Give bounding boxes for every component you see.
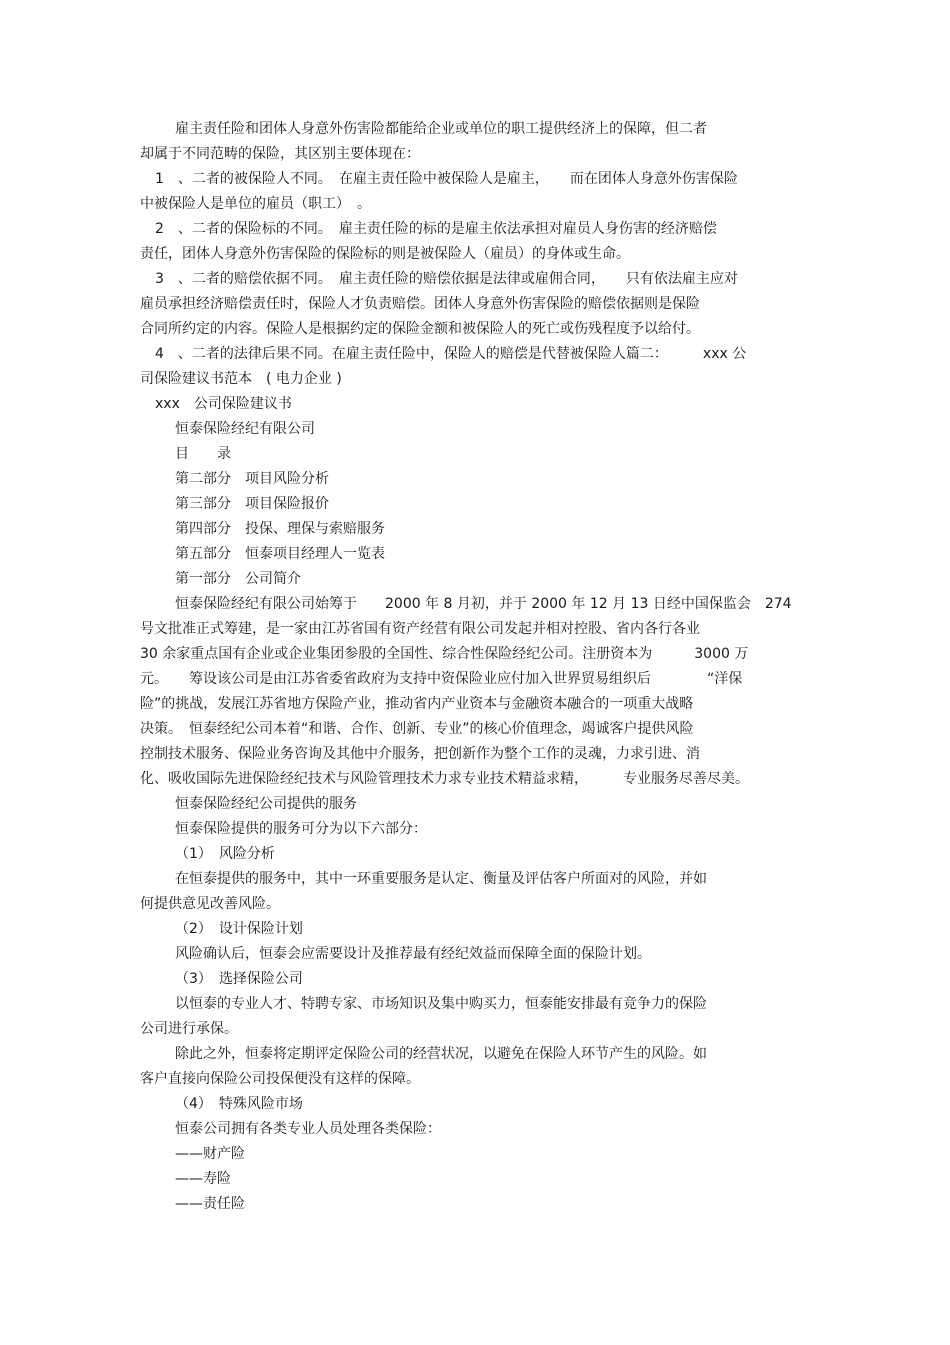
text-line: 雇员承担经济赔偿责任时，保险人才负责赔偿。团体人身意外伤害保险的赔偿依据则是保险	[140, 296, 700, 312]
text-line: 恒泰保险经纪有限公司	[175, 421, 315, 437]
text-line: 风险确认后，恒泰会应需要设计及推荐最有经纪效益而保障全面的保险计划。	[175, 946, 651, 962]
text-line: ——寿险	[175, 1171, 231, 1187]
text-line: （2） 设计保险计划	[175, 921, 303, 937]
text-line: 在恒泰提供的服务中，其中一环重要服务是认定、衡量及评估客户所面对的风险，并如	[175, 871, 707, 887]
text-line: 控制技术服务、保险业务咨询及其他中介服务，把创新作为整个工作的灵魂，力求引进、消	[140, 746, 700, 762]
text-line: 号文批准正式筹建，是一家由江苏省国有资产经营有限公司发起并相对控股、省内各行各业	[140, 621, 700, 637]
text-line: （4） 特殊风险市场	[175, 1096, 303, 1112]
text-line: 第一部分 公司简介	[175, 571, 301, 587]
text-line: 恒泰保险经纪有限公司始筹于 2000 年 8 月初，并于 2000 年 12 月 13 日经中国保监会 274	[175, 596, 792, 612]
text-line: 合同所约定的内容。保险人是根据约定的保险金额和被保险人的死亡或伤残程度予以给付。	[140, 321, 700, 337]
text-line: 除此之外，恒泰将定期评定保险公司的经营状况，以避免在保险人环节产生的风险。如	[175, 1046, 707, 1062]
text-line: 第五部分 恒泰项目经理人一览表	[175, 546, 385, 562]
text-line: 险”的挑战，发展江苏省地方保险产业，推动省内产业资本与金融资本融合的一项重大战略	[140, 696, 694, 712]
text-line: ——财产险	[175, 1146, 245, 1162]
text-line: 以恒泰的专业人才、特聘专家、市场知识及集中购买力，恒泰能安排最有竞争力的保险	[175, 996, 707, 1012]
text-line: 化、吸收国际先进保险经纪技术与风险管理技术力求专业技术精益求精， 专业服务尽善尽美。	[140, 771, 749, 787]
text-line: 元。 筹设该公司是由江苏省委省政府为支持中资保险业应付加入世界贸易组织后 “洋保	[140, 671, 743, 687]
text-line: （3） 选择保险公司	[175, 971, 303, 987]
text-line: 1 、二者的被保险人不同。 在雇主责任险中被保险人是雇主， 而在团体人身意外伤害保险	[155, 171, 738, 187]
text-line: 何提供意见改善风险。	[140, 896, 280, 912]
text-line: 雇主责任险和团体人身意外伤害险都能给企业或单位的职工提供经济上的保障，但二者	[175, 121, 707, 137]
text-line: 客户直接向保险公司投保便没有这样的保障。	[140, 1071, 420, 1087]
text-line: xxx 公司保险建议书	[155, 396, 292, 412]
text-line: 恒泰保险经纪公司提供的服务	[175, 796, 357, 812]
text-line: 中被保险人是单位的雇员（职工） 。	[140, 196, 371, 212]
text-line: 第二部分 项目风险分析	[175, 471, 329, 487]
text-line: 30 余家重点国有企业或企业集团参股的全国性、综合性保险经纪公司。注册资本为 3000 万	[140, 646, 749, 662]
text-line: 恒泰公司拥有各类专业人员处理各类保险：	[175, 1121, 441, 1137]
text-line: 公司进行承保。	[140, 1021, 238, 1037]
text-line: 第四部分 投保、理保与索赔服务	[175, 521, 385, 537]
text-line: 恒泰保险提供的服务可分为以下六部分：	[175, 821, 427, 837]
text-line: 却属于不同范畴的保险，其区别主要体现在：	[140, 146, 420, 162]
text-line: 责任，团体人身意外伤害保险的保险标的则是被保险人（雇员）的身体或生命。	[140, 246, 630, 262]
text-line: 4 、二者的法律后果不同。在雇主责任险中，保险人的赔偿是代替被保险人篇二： xxx 公	[155, 346, 747, 362]
text-line: 3 、二者的赔偿依据不同。 雇主责任险的赔偿依据是法律或雇佣合同， 只有依法雇主应对	[155, 271, 738, 287]
text-line: 目 录	[175, 446, 231, 462]
text-line: 司保险建议书范本 ( 电力企业 )	[140, 371, 342, 387]
text-line: 2 、二者的保险标的不同。 雇主责任险的标的是雇主依法承担对雇员人身伤害的经济赔偿	[155, 221, 717, 237]
text-line: 第三部分 项目保险报价	[175, 496, 329, 512]
text-line: 决策。 恒泰经纪公司本着“和谐、合作、创新、专业”的核心价值理念，竭诚客户提供风险	[140, 721, 694, 737]
text-line: ——责任险	[175, 1196, 245, 1212]
text-line: （1） 风险分析	[175, 846, 275, 862]
